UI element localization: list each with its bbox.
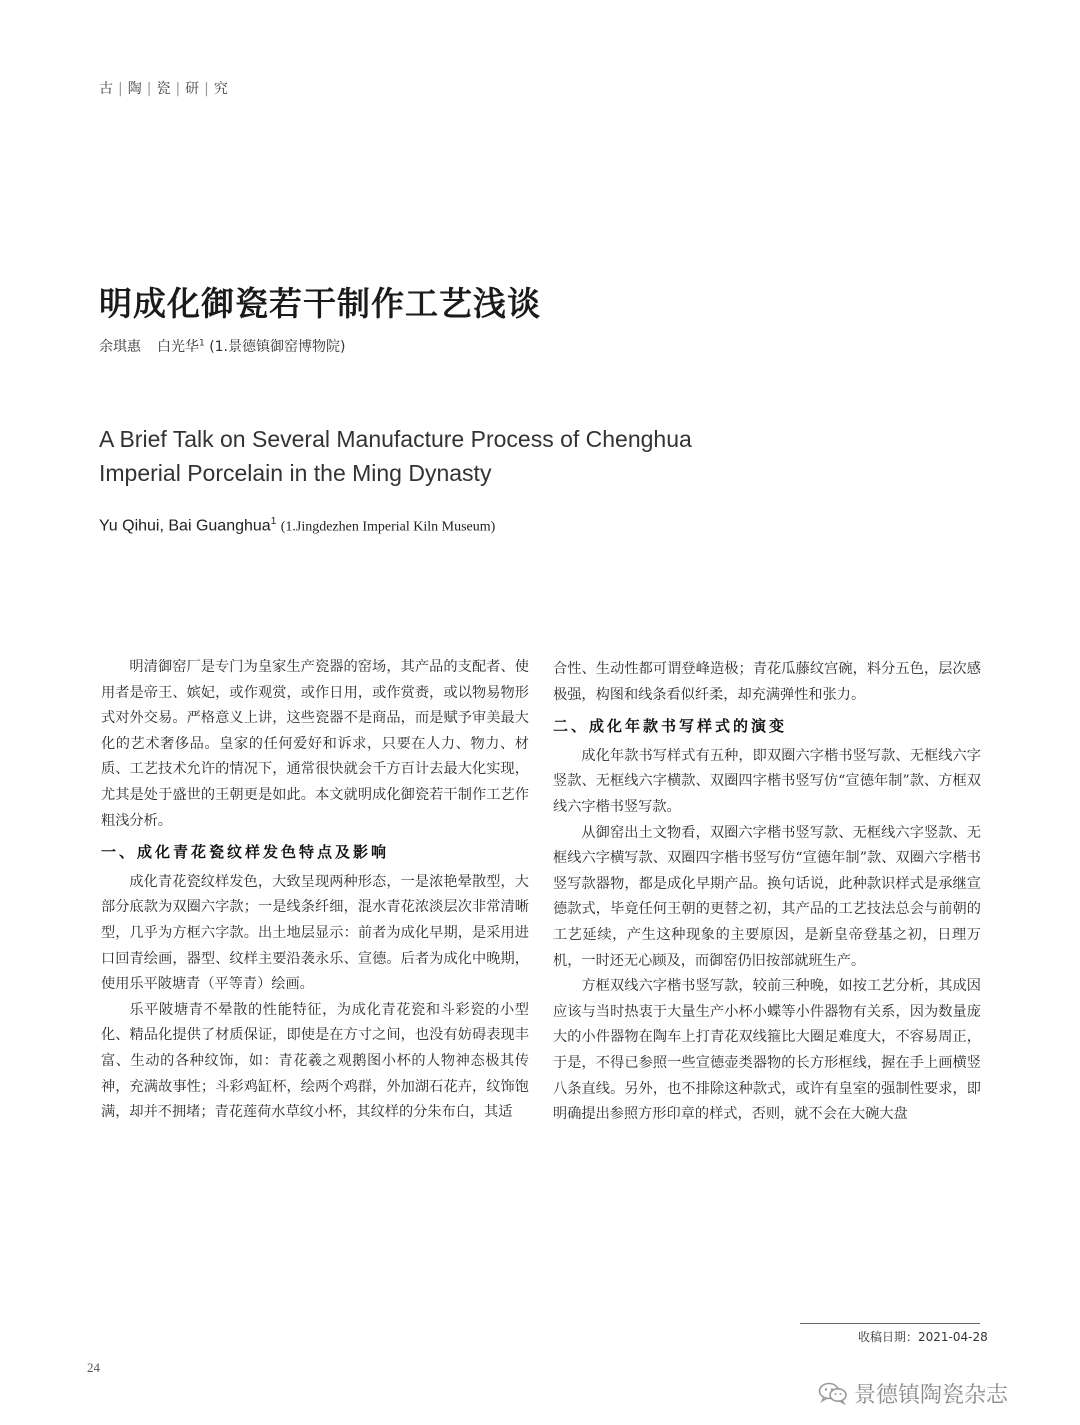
affiliation-en: (1.Jingdezhen Imperial Kiln Museum)	[280, 519, 496, 535]
paragraph: 从御窑出土文物看，双圈六字楷书竖写款、无框线六字竖款、无框线六字横写款、双圈四字楷书竖写仿“宣德年制”款、双圈六字楷书竖写款器物，都是成化早期产品。换句话说，此种款识样式是承继宣德款式，毕竟任何王朝的更替之初，其产品的工艺技法总会与前朝的工艺延续，产生这种现象的主要原因，是新皇帝登基之初，日理万机，一时还无心顾及，而御窑仍旧按部就班生产。	[553, 824, 981, 969]
article-title-cn: 明成化御瓷若干制作工艺浅谈	[99, 284, 541, 323]
author-name-2: 白光华	[157, 339, 199, 355]
journal-section-header: 古 | 陶 | 瓷 | 研 | 究	[99, 81, 229, 97]
paragraph: 成化青花瓷纹样发色，大致呈现两种形态，一是浓艳晕散型，大部分底款为双圈六字款；一是线条纤细，混水青花浓淡层次非常清晰型，几乎为方框六字款。出土地层显示：前者为成化早期，是采用进口回青绘画，器型、纹样主要沿袭永乐、宣德。后者为成化中晚期，使用乐平陂塘青（平等青）绘画。	[101, 873, 529, 993]
author-names-en: Yu Qihui, Bai Guanghua	[99, 517, 271, 535]
footnote-rule	[800, 1323, 980, 1324]
header-char: 瓷	[156, 81, 172, 97]
body-column-left	[101, 655, 529, 1126]
authors-en	[99, 516, 495, 535]
header-char: 陶	[127, 81, 143, 97]
header-char: 古	[99, 81, 114, 97]
wechat-watermark	[818, 1378, 1008, 1408]
received-date: 收稿日期：2021-04-28	[858, 1330, 988, 1344]
watermark-text: 景德镇陶瓷杂志	[854, 1382, 1009, 1408]
affiliation-cn: (1.景德镇御窑博物院)	[209, 339, 346, 355]
title-en-line-2: Imperial Porcelain in the Ming Dynasty	[99, 460, 492, 486]
paragraph: 合性、生动性都可谓登峰造极；青花瓜藤纹宫碗，料分五色，层次感极强，构图和线条看似纤柔，却充满弹性和张力。	[553, 661, 981, 703]
wechat-icon	[818, 1381, 848, 1405]
header-char: 研	[185, 81, 201, 97]
author-superscript-en: 1	[270, 516, 277, 527]
body-column-right	[553, 657, 981, 1128]
authors-cn	[99, 336, 345, 356]
title-en-line-1: A Brief Talk on Several Manufacture Process of Chenghua	[99, 426, 692, 452]
header-char: 究	[213, 81, 229, 97]
paragraph: 成化年款书写样式有五种，即双圈六字楷书竖写款、无框线六字竖款、无框线六字横款、双圈四字楷书竖写仿“宣德年制”款、方框双线六字楷书竖写款。	[553, 747, 981, 815]
paragraph: 明清御窑厂是专门为皇家生产瓷器的窑场，其产品的支配者、使用者是帝王、嫔妃，或作观赏，或作日用，或作赏赉，或以物易物形式对外交易。严格意义上讲，这些瓷器不是商品，而是赋予审美最大化的艺术奢侈品。皇家的任何爱好和诉求，只要在人力、物力、材质、工艺技术允许的情况下，通常很快就会千方百计去最大化实现，尤其是处于盛世的王朝更是如此。本文就明成化御瓷若干制作工艺作粗浅分析。	[101, 659, 529, 829]
page-number: 24	[87, 1360, 100, 1375]
paragraph: 方框双线六字楷书竖写款，较前三种晚，如按工艺分析，其成因应该与当时热衷于大量生产小杯小蝶等小件器物有关系，因为数量庞大的小件器物在陶车上打青花双线箍比大圈足难度大，不容易周正，于是，不得已参照一些宣德壶类器物的长方形框线，握在手上画横竖八条直线。另外，也不排除这种款式，或许有皇室的强制性要求，即明确提出参照方形印章的样式，否则，就不会在大碗大盘	[553, 978, 981, 1123]
section-heading: 二、成化年款书写样式的演变	[553, 717, 788, 736]
article-title-en	[99, 422, 819, 490]
paragraph: 乐平陂塘青不晕散的性能特征，为成化青花瓷和斗彩瓷的小型化、精品化提供了材质保证，即使是在方寸之间，也没有妨碍表现丰富、生动的各种纹饰，如：青花羲之观鹅图小杯的人物神态极其传神，充满故事性；斗彩鸡缸杯，绘两个鸡群，外加湖石花卉，纹饰饱满，却并不拥堵；青花莲荷水草纹小杯，其纹样的分朱布白，其适	[101, 1001, 529, 1121]
author-superscript: 1	[199, 338, 205, 349]
section-heading: 一、成化青花瓷纹样发色特点及影响	[101, 843, 390, 862]
author-name-1: 余琪惠	[99, 339, 141, 355]
